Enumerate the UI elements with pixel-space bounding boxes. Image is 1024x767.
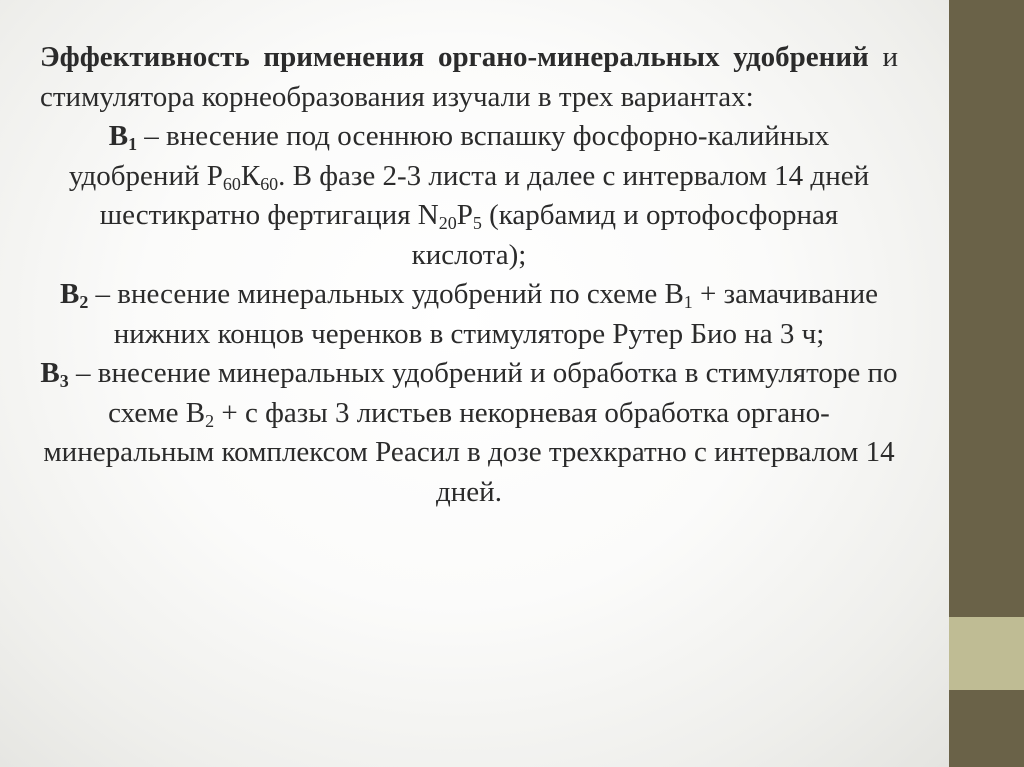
variant-b3-sub-1: 2 [205,410,215,431]
variant-b1-text-5: (карбамид и ортофосфорная кислота); [411,199,839,271]
variant-b1-letter: В [108,120,129,152]
slide-content [40,38,898,512]
variant-b2 [40,275,898,354]
variant-b1-sub-3: 20 [438,213,457,234]
variant-b1-text-4: Р [456,199,473,231]
variant-b1-sub-4: 5 [472,213,482,234]
variant-b3-text-2: + с фазы 3 листьев некорневая обработка органо-минеральным комплексом Реасил в дозе трехкратно с интервалом 14 дней. [43,396,895,508]
sidebar-accent-band [949,617,1024,690]
variant-b2-text-2: + замачивание нижних концов черенков в стимуляторе Рутер Био на 3 ч; [113,278,879,350]
variant-b1-sub-1: 60 [222,173,241,194]
variant-b1-text-1: – внесение под осеннюю вспашку фосфорно-калийных удобрений Р [68,120,830,192]
variant-b2-letter: В [59,278,80,310]
variant-b1-sub-2: 60 [260,173,279,194]
variant-b1-text-3: . В фазе 2-3 листа и далее с интервалом 14 дней шестикратно фертигация N [99,159,870,231]
variant-b2-sub-1: 1 [683,292,693,313]
variant-b2-text-1: – внесение минеральных удобрений по схеме В [88,278,684,310]
variant-b1-label-sub: 1 [128,134,138,155]
variant-b1 [40,117,898,275]
variant-b2-label [59,278,89,313]
variant-b3 [40,354,898,512]
intro-text: и стимулятора корнеобразования изучали в трех вариантах: [40,41,898,113]
variant-b1-text-2: К [240,159,261,192]
variant-b3-letter: В [40,357,60,389]
intro-paragraph [40,38,898,117]
variant-b1-label [108,120,138,155]
variant-b3-label-sub: 3 [59,371,69,392]
variant-b3-text-1: – внесение минеральных удобрений и обработка в стимуляторе по схеме В [68,357,898,429]
variant-b3-label [40,357,69,392]
variant-b2-label-sub: 2 [79,292,89,313]
intro-bold-text: Эффективность применения органо-минеральных удобрений [40,41,869,73]
